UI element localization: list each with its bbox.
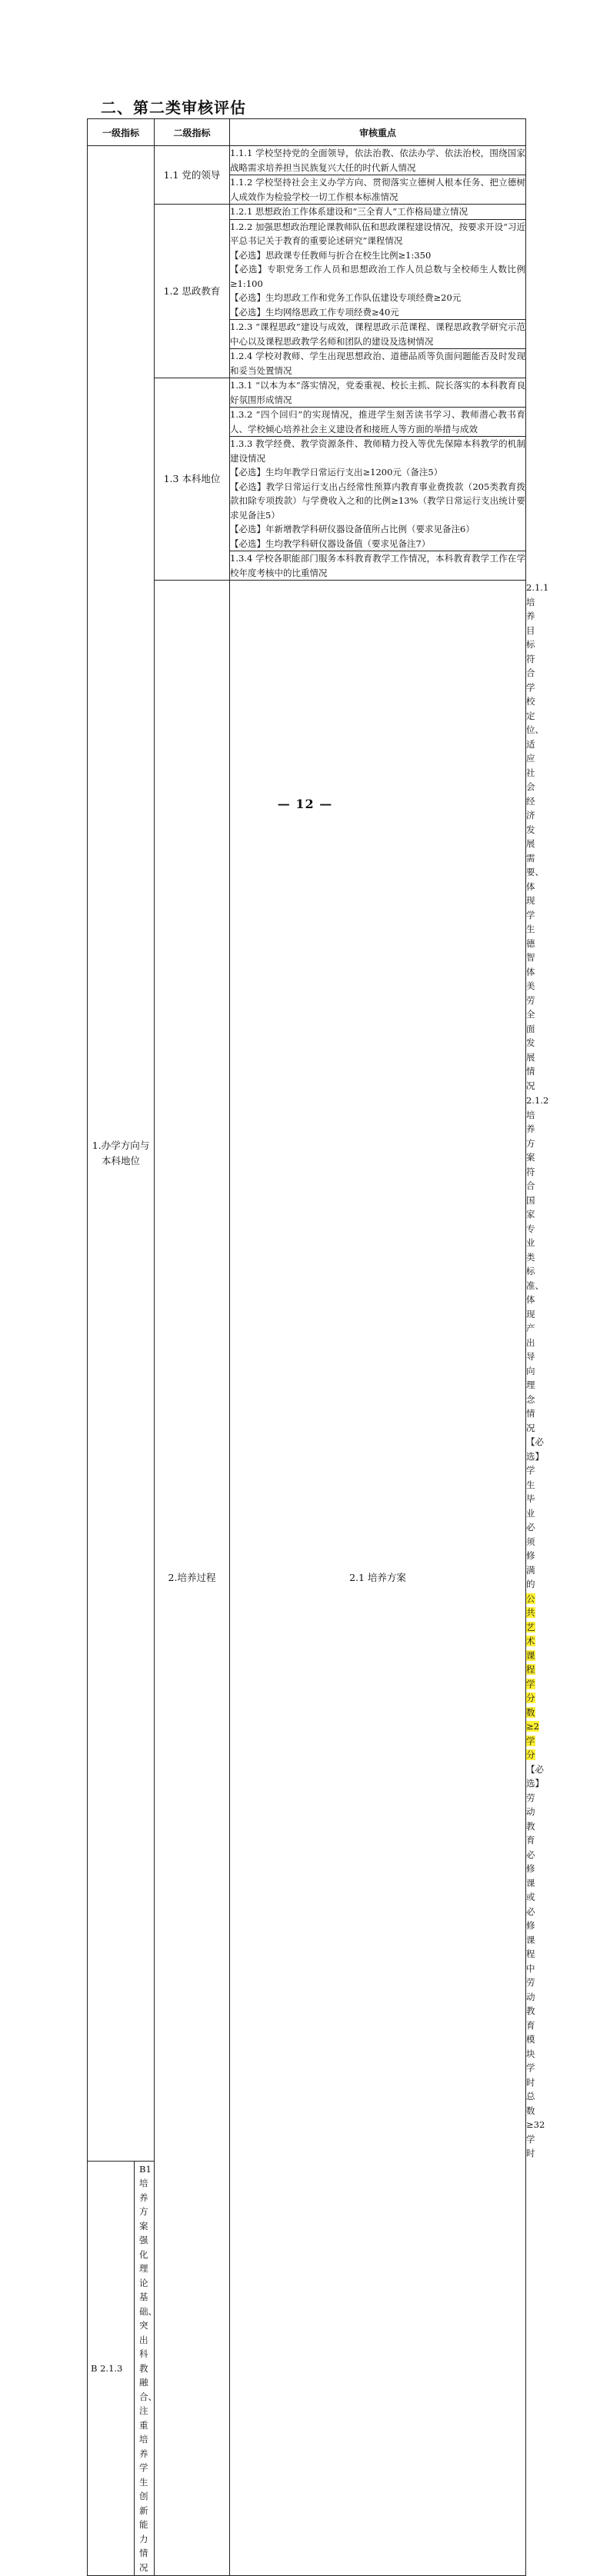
focus-item: 1.2.3 “课程思政”建设与成效，课程思政示范课程、课程思政教学研究示范中心以及课程思政教学名师和团队的建设及选树情况: [230, 320, 526, 349]
audit-table: [87, 118, 549, 2576]
item-code: B 2.1.3: [88, 2162, 135, 2576]
focus-item: 1.1.2 学校坚持社会主义办学方向、贯彻落实立德树人根本任务、把立德树人成效作为检验学校一切工作根本标准情况: [230, 175, 526, 205]
focus-item: 1.3.2 “四个回归”的实现情况，推进学生刻苦读书学习、教师潜心教书育人、学校倾心培养社会主义建设者和接班人等方面的举措与成效: [230, 408, 526, 437]
table-row: 2.培养过程 2.1 培养方案 2.1.1 培养目标符合学校定位、适应社会经济发展需要、体现学生德智体美劳全面发展情况: [88, 581, 526, 1093]
level1-cell: 2.培养过程: [155, 581, 230, 2576]
focus-item: 1.1.1 学校坚持党的全面领导，依法治教、依法办学、依法治校，围绕国家战略需求培养担当民族复兴大任的时代新人情况: [230, 146, 526, 175]
focus-item: 1.3.3 教学经费、教学资源条件、教师精力投入等优先保障本科教学的机制建设情况 【必选】生均年教学日常运行支出≥1200元（备注5） 【必选】教学日常运行支出占经常性预算内教育事业费拨款（205类教育拨款扣除专项拨款）与学费收入之和的比例≥13%（教学日常运行支出统计要求见备注5） 【必选】年新增教学科研仪器设备值所占比例（要求见备注6） 【必选】生均教学科研仪器设备值（要求见备注7）: [230, 437, 526, 551]
level2-cell: 2.1 培养方案: [230, 581, 526, 2576]
level2-cell: 1.1 党的领导: [155, 146, 230, 205]
focus-item: 1.2.1 思想政治工作体系建设和“三全育人”工作格局建立情况: [230, 205, 526, 220]
header-level2: 二级指标: [155, 119, 230, 146]
focus-item: 1.2.4 学校对教师、学生出现思想政治、道德品质等负面问题能否及时发现和妥当处置情况: [230, 349, 526, 378]
focus-item-sub: [88, 2161, 155, 2576]
level2-cell: 1.2 思政教育: [155, 205, 230, 378]
focus-item: 1.2.2 加强思想政治理论课教师队伍和思政课程建设情况，按要求开设“习近平总书记关于教育的重要论述研究”课程情况 【必选】思政课专任教师与折合在校生比例≥1:350 【必选】专职党务工作人员和思想政治工作人员总数与全校师生人数比例≥1:100 【必选】生均思政工作和党务工作队伍建设专项经费≥20元 【必选】生均网络思政工作专项经费≥40元: [230, 219, 526, 320]
item-subtext: B1 培养方案强化理论基础、突出科教融合、注重培养学生创新能力情况: [139, 2163, 157, 2573]
header-focus: 审核重点: [230, 119, 526, 146]
level2-cell: 1.3 本科地位: [155, 378, 230, 581]
level1-cell: 1.办学方向与本科地位: [88, 146, 155, 2162]
table-row: [88, 146, 526, 175]
table-row: 2.1.2 培养方案符合国家专业类标准、体现产出导向理念情况 【必选】学生毕业必须修满的公共艺术课程学分数≥2学分 【必选】劳动教育必修课或必修课程中劳动教育模块学时总数≥32学时: [526, 1095, 549, 2158]
focus-item: 1.3.1 “以本为本”落实情况，党委重视、校长主抓、院长落实的本科教育良好氛围形成情况: [230, 378, 526, 408]
header-level1: 一级指标: [88, 119, 155, 146]
highlighted-text: 公共艺术课程学分数≥2学分: [526, 1593, 539, 1760]
page-number: — 12 —: [277, 797, 333, 811]
table-header-row: [88, 119, 526, 146]
section-title: 二、第二类审核评估: [101, 98, 246, 117]
focus-item: 1.3.4 学校各职能部门服务本科教育教学工作情况，本科教育教学工作在学校年度考核中的比重情况: [230, 551, 526, 581]
